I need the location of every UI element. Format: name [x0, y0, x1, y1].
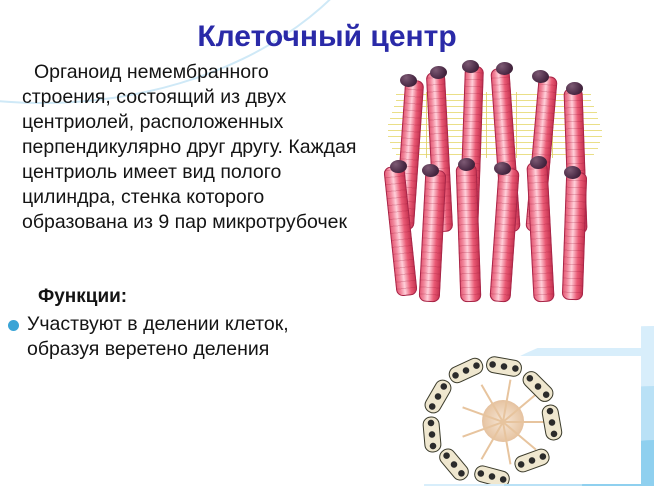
list-item — [8, 312, 360, 362]
microtubule-triplet — [485, 356, 523, 378]
microtubule-triplet — [541, 403, 564, 441]
fiber-line — [486, 92, 487, 158]
bullet-dot-icon — [8, 320, 19, 331]
slide-title: Клеточный центр — [197, 20, 457, 53]
spoke-line — [502, 421, 546, 423]
microtubule-triplet — [472, 464, 511, 484]
centrioles-illustration — [366, 58, 641, 348]
microtubule-triplet — [446, 356, 486, 386]
microtubule-cylinder — [419, 170, 447, 303]
functions-heading: Функции: — [38, 286, 128, 307]
tubule-cap — [496, 61, 514, 75]
microtubule-cylinder — [526, 162, 554, 303]
fiber-line — [516, 92, 517, 158]
microtubule-triplet — [512, 446, 552, 474]
microtubule-triplet — [422, 377, 455, 417]
functions-bullet-text: Участвуют в делении клеток, образуя веретено деления — [27, 313, 289, 360]
decorative-white-strip — [0, 460, 352, 486]
cross-section-wheel — [408, 360, 598, 480]
cross-section-illustration — [366, 356, 641, 484]
microtubule-triplet — [519, 368, 556, 405]
body-paragraph: Органоид немембранного строения, состоящий из двух центриолей, расположенных перпендикулярно друг другу. Каждая центриоль имеет вид полого цилиндра, стенка которого образована из 9 пар микротрубочек — [22, 61, 357, 233]
microtubule-triplet — [422, 416, 442, 453]
microtubule-cylinder — [489, 167, 519, 302]
microtubule-cylinder — [562, 172, 587, 301]
microtubule-triplet — [436, 445, 472, 484]
